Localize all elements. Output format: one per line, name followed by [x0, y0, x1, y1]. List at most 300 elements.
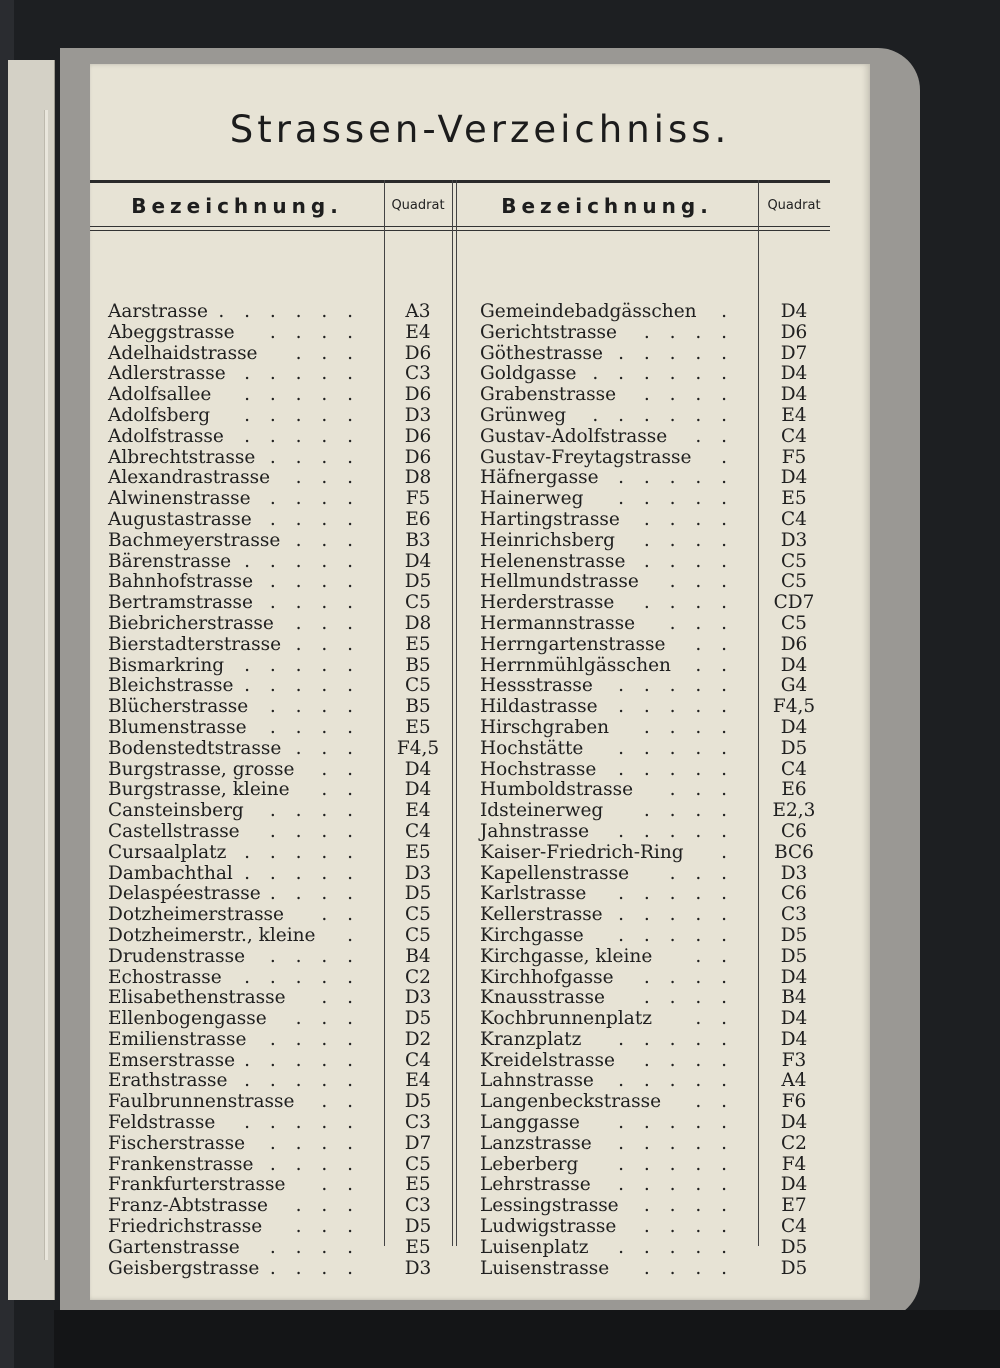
quadrat-value: B5	[405, 696, 431, 718]
street-entry	[480, 780, 734, 801]
street-entry	[108, 739, 360, 760]
street-entry	[480, 926, 734, 947]
quadrat-value: C3	[405, 1112, 431, 1134]
book-cover-bottom	[54, 1310, 1000, 1368]
leader-dots: . . . .	[643, 987, 734, 1009]
street-entry	[480, 593, 734, 614]
street-name: Elisabethenstrasse	[108, 987, 286, 1009]
street-entry	[480, 1009, 734, 1030]
street-entry	[480, 302, 734, 323]
street-entry	[108, 656, 360, 677]
quadrat-value: A3	[405, 301, 431, 322]
street-entry	[480, 427, 734, 448]
street-entry	[480, 572, 734, 593]
street-entry	[480, 364, 734, 385]
leader-dots: . .	[321, 1091, 360, 1113]
leader-dots: . .	[321, 758, 360, 780]
street-entry	[108, 926, 360, 947]
street-list-left	[108, 302, 360, 1279]
street-name: Gemeindebadgässchen	[480, 301, 697, 322]
street-entry	[480, 552, 734, 573]
leader-dots: . . .	[295, 1008, 360, 1030]
leader-dots: . .	[321, 904, 360, 926]
street-entry	[480, 344, 734, 365]
street-entry	[108, 1030, 360, 1051]
leader-dots: . . . .	[269, 488, 360, 510]
quadrat-value: D5	[404, 1091, 432, 1113]
street-entry	[108, 406, 360, 427]
street-entry	[480, 1134, 734, 1155]
street-entry	[108, 822, 360, 843]
leader-dots: . .	[321, 1174, 360, 1196]
street-name: Cansteinsberg	[108, 800, 244, 822]
street-name: Blücherstrasse	[108, 696, 249, 718]
street-name: Augustastrasse	[108, 508, 252, 530]
street-entry	[108, 364, 360, 385]
quadrat-value: D6	[780, 633, 808, 655]
street-name: Alexandrastrasse	[108, 467, 271, 489]
leader-dots: . . . . .	[618, 1028, 734, 1050]
quadrat-value: D3	[404, 1257, 432, 1279]
leader-dots: . . . . .	[244, 550, 360, 572]
quadrat-value: C3	[405, 1195, 431, 1217]
street-entry	[108, 385, 360, 406]
street-name: Hainerweg	[480, 488, 584, 510]
street-entry	[108, 988, 360, 1009]
quadrat-value: D5	[780, 945, 808, 967]
quadrat-value: E4	[405, 321, 431, 343]
leader-dots: . . . . .	[244, 966, 360, 988]
street-name: Hellmundstrasse	[480, 571, 639, 593]
quadrat-value: B3	[405, 529, 431, 551]
street-name: Luisenplatz	[480, 1236, 589, 1258]
street-name: Kranzplatz	[480, 1028, 582, 1050]
street-entry	[480, 968, 734, 989]
street-entry	[480, 884, 734, 905]
quadrat-value: C5	[405, 904, 431, 926]
leader-dots: . . . . .	[244, 1049, 360, 1071]
leader-dots: . . . .	[643, 550, 734, 572]
quadrat-value: C6	[781, 820, 807, 842]
leader-dots: . . . .	[643, 508, 734, 530]
quadrat-value: G4	[780, 675, 808, 697]
quadrat-value: CD7	[773, 592, 815, 614]
quadrat-value: C4	[781, 758, 807, 780]
street-name: Blumenstrasse	[108, 716, 247, 738]
street-name: Kirchgasse, kleine	[480, 945, 653, 967]
leader-dots: . . . .	[643, 716, 734, 738]
quadrat-value: C6	[781, 883, 807, 905]
street-name: Bierstadterstrasse	[108, 633, 282, 655]
quadrat-value: C4	[781, 508, 807, 530]
leader-dots: . . . .	[269, 945, 360, 967]
leader-dots: . . . . .	[244, 363, 360, 385]
street-name: Goldgasse	[480, 363, 577, 385]
header-rule	[90, 226, 830, 227]
street-name: Emserstrasse	[108, 1049, 236, 1071]
street-name: Herrngartenstrasse	[480, 633, 666, 655]
street-entry	[480, 656, 734, 677]
street-entry	[480, 406, 734, 427]
street-entry	[108, 676, 360, 697]
leader-dots: . . . . .	[618, 1132, 734, 1154]
street-name: Adolfsallee	[108, 384, 212, 406]
leader-dots: . . . . .	[618, 675, 734, 697]
street-entry	[480, 1217, 734, 1238]
leader-dots: . . . . .	[618, 820, 734, 842]
page-title: Strassen-Verzeichniss.	[229, 108, 731, 151]
quadrat-value: D2	[404, 1028, 432, 1050]
quadrat-value: D3	[404, 404, 432, 426]
quadrat-value: D4	[780, 1112, 808, 1134]
leader-dots: . . . .	[269, 321, 360, 343]
leader-dots: . . .	[295, 1195, 360, 1217]
street-entry	[480, 1196, 734, 1217]
quadrat-value: D3	[780, 862, 808, 884]
quadrat-value: D4	[780, 716, 808, 738]
quadrat-value: E6	[405, 508, 431, 530]
street-name: Leberberg	[480, 1153, 579, 1175]
street-name: Bahnhofstrasse	[108, 571, 254, 593]
street-list-right	[480, 302, 734, 1279]
street-name: Emilienstrasse	[108, 1028, 247, 1050]
leader-dots: . . . . .	[244, 1070, 360, 1092]
book-page	[90, 64, 870, 1300]
quadrat-value: F6	[781, 1091, 807, 1113]
street-name: Dotzheimerstrasse	[108, 904, 285, 926]
quadrat-value: D4	[780, 654, 808, 676]
quadrat-value: E5	[781, 488, 807, 510]
quadrat-value: E5	[405, 1236, 431, 1258]
leader-dots: . . . . .	[244, 1112, 360, 1134]
street-name: Abeggstrasse	[108, 321, 235, 343]
leader-dots: . . . . .	[618, 1112, 734, 1134]
header-rule-double	[90, 230, 830, 231]
street-entry	[108, 1175, 360, 1196]
quadrat-value: D5	[780, 1257, 808, 1279]
street-name: Frankfurterstrasse	[108, 1174, 286, 1196]
street-name: Geisbergstrasse	[108, 1257, 260, 1279]
quadrat-value: D4	[780, 966, 808, 988]
leader-dots: . . .	[295, 612, 360, 634]
street-entry	[480, 510, 734, 531]
quadrat-value: C2	[405, 966, 431, 988]
quadrat-value: F3	[781, 1049, 807, 1071]
street-entry	[108, 1134, 360, 1155]
quadrat-value: C5	[781, 612, 807, 634]
quadrat-value: D5	[780, 1236, 808, 1258]
street-name: Alwinenstrasse	[108, 488, 251, 510]
street-name: Lanzstrasse	[480, 1132, 592, 1154]
leader-dots: .	[347, 924, 360, 946]
street-name: Albrechtstrasse	[108, 446, 256, 468]
street-entry	[480, 864, 734, 885]
street-entry	[108, 801, 360, 822]
quadrat-value: F5	[781, 446, 807, 468]
quadrat-value: D4	[780, 301, 808, 322]
street-entry	[108, 864, 360, 885]
leader-dots: . . .	[295, 1216, 360, 1238]
street-index-table	[90, 180, 830, 1279]
quadrat-list-left	[384, 302, 452, 1279]
leader-dots: . . . .	[269, 716, 360, 738]
quadrat-value: D6	[780, 321, 808, 343]
quadrat-value: C5	[405, 1153, 431, 1175]
quadrat-value: D3	[780, 529, 808, 551]
street-entry	[108, 489, 360, 510]
leader-dots: . . . .	[269, 446, 360, 468]
leader-dots: . . . . .	[618, 904, 734, 926]
leader-dots: . . . . .	[244, 675, 360, 697]
street-entry	[108, 1155, 360, 1176]
leader-dots: . . . .	[269, 571, 360, 593]
street-name: Hochstätte	[480, 737, 584, 759]
street-entry	[108, 760, 360, 781]
street-name: Dotzheimerstr., kleine	[108, 924, 316, 946]
street-name: Lahnstrasse	[480, 1070, 594, 1092]
street-name: Adelhaidstrasse	[108, 342, 258, 364]
street-name: Aarstrasse	[108, 301, 208, 322]
leader-dots: . . . . .	[618, 1070, 734, 1092]
quadrat-value: D8	[404, 612, 432, 634]
street-entry	[480, 448, 734, 469]
street-name: Adolfsberg	[108, 404, 211, 426]
leader-dots: . . . . .	[244, 654, 360, 676]
street-entry	[108, 614, 360, 635]
street-name: Bismarkring	[108, 654, 225, 676]
street-name: Adolfstrasse	[108, 425, 224, 447]
street-entry	[480, 988, 734, 1009]
street-name: Bärenstrasse	[108, 550, 232, 572]
street-entry	[480, 468, 734, 489]
street-entry	[480, 822, 734, 843]
quadrat-value: D7	[780, 342, 808, 364]
quadrat-value: D3	[404, 987, 432, 1009]
leader-dots: . . . .	[269, 883, 360, 905]
column-divider	[456, 180, 457, 1246]
quadrat-value: D5	[780, 737, 808, 759]
street-name: Idsteinerweg	[480, 800, 604, 822]
street-name: Kirchhofgasse	[480, 966, 614, 988]
street-entry	[480, 1092, 734, 1113]
header-name-right: Bezeichnung.	[501, 194, 713, 218]
street-entry	[108, 697, 360, 718]
street-name: Delaspéestrasse	[108, 883, 261, 905]
street-name: Heinrichsberg	[480, 529, 615, 551]
leader-dots: . . . . .	[618, 1153, 734, 1175]
street-name: Drudenstrasse	[108, 945, 246, 967]
street-entry	[480, 489, 734, 510]
leader-dots: . . . . .	[244, 862, 360, 884]
street-entry	[108, 1196, 360, 1217]
street-name: Adlerstrasse	[108, 363, 226, 385]
street-name: Hartingstrasse	[480, 508, 620, 530]
quadrat-value: D8	[404, 467, 432, 489]
leader-dots: .	[721, 446, 734, 468]
street-name: Erathstrasse	[108, 1070, 228, 1092]
street-entry	[108, 1051, 360, 1072]
street-name: Herderstrasse	[480, 592, 615, 614]
leader-dots: . . . .	[643, 1216, 734, 1238]
street-name: Karlstrasse	[480, 883, 587, 905]
quadrat-value: BC6	[774, 841, 814, 863]
street-name: Grünweg	[480, 404, 567, 426]
leader-dots: . .	[695, 1091, 734, 1113]
street-entry	[108, 780, 360, 801]
leader-dots: . .	[695, 1008, 734, 1030]
quadrat-value: C5	[405, 675, 431, 697]
street-entry	[108, 593, 360, 614]
leader-dots: . . .	[295, 529, 360, 551]
quadrat-value: C4	[405, 820, 431, 842]
street-entry	[480, 1030, 734, 1051]
leader-dots: . . . . .	[618, 1174, 734, 1196]
leader-dots: . . . .	[643, 529, 734, 551]
quadrat-value: D4	[780, 384, 808, 406]
quadrat-value: D4	[780, 467, 808, 489]
street-name: Helenenstrasse	[480, 550, 626, 572]
street-name: Hildastrasse	[480, 696, 598, 718]
leader-dots: . . . . .	[618, 1236, 734, 1258]
street-entry	[480, 1071, 734, 1092]
street-name: Dambachthal	[108, 862, 233, 884]
street-entry	[480, 697, 734, 718]
street-entry	[108, 968, 360, 989]
leader-dots: . . . . .	[244, 425, 360, 447]
quadrat-value: B4	[781, 987, 807, 1009]
street-entry	[108, 448, 360, 469]
street-name: Echostrasse	[108, 966, 222, 988]
street-name: Jahnstrasse	[480, 820, 590, 842]
street-name: Hessstrasse	[480, 675, 593, 697]
street-entry	[108, 302, 360, 323]
leader-dots: . . . . .	[244, 384, 360, 406]
street-entry	[480, 760, 734, 781]
quadrat-value: F5	[405, 488, 431, 510]
leader-dots: . . . .	[269, 592, 360, 614]
street-name: Bodenstedtstrasse	[108, 737, 282, 759]
quadrat-value: D7	[404, 1132, 432, 1154]
leader-dots: . . . .	[269, 1236, 360, 1258]
quadrat-value: B5	[405, 654, 431, 676]
leader-dots: . .	[695, 654, 734, 676]
table-top-rule	[90, 180, 830, 183]
quadrat-value: C2	[781, 1132, 807, 1154]
street-name: Herrnmühlgässchen	[480, 654, 671, 676]
street-name: Ludwigstrasse	[480, 1216, 617, 1238]
leader-dots: . . . .	[643, 1049, 734, 1071]
quadrat-value: E4	[405, 800, 431, 822]
street-name: Ellenbogengasse	[108, 1008, 267, 1030]
quadrat-value: B4	[405, 945, 431, 967]
leader-dots: . . . . .	[244, 841, 360, 863]
quadrat-value: E7	[781, 1195, 807, 1217]
street-entry	[108, 531, 360, 552]
street-entry	[480, 947, 734, 968]
quadrat-value: F4,5	[772, 696, 816, 718]
street-name: Grabenstrasse	[480, 384, 617, 406]
street-name: Kapellenstrasse	[480, 862, 630, 884]
quadrat-value: D4	[780, 363, 808, 385]
street-entry	[108, 510, 360, 531]
street-name: Humboldstrasse	[480, 779, 634, 801]
street-name: Feldstrasse	[108, 1112, 216, 1134]
street-entry	[480, 676, 734, 697]
quadrat-value: D4	[780, 1174, 808, 1196]
column-divider	[452, 180, 453, 1246]
street-name: Hermannstrasse	[480, 612, 636, 634]
street-entry	[108, 1259, 360, 1280]
leader-dots: . . . . .	[618, 758, 734, 780]
street-entry	[480, 531, 734, 552]
street-name: Burgstrasse, kleine	[108, 779, 290, 801]
quadrat-value: D6	[404, 384, 432, 406]
quadrat-value: A4	[781, 1070, 807, 1092]
street-name: Kaiser-Friedrich-Ring	[480, 841, 684, 863]
street-entry	[480, 1259, 734, 1280]
street-entry	[108, 1092, 360, 1113]
street-entry	[480, 385, 734, 406]
leader-dots: . . . . .	[618, 342, 734, 364]
leader-dots: . .	[321, 987, 360, 1009]
quadrat-value: D6	[404, 342, 432, 364]
quadrat-value: D4	[780, 1028, 808, 1050]
street-entry	[480, 1175, 734, 1196]
street-entry	[480, 1113, 734, 1134]
leader-dots: . . . .	[643, 1257, 734, 1279]
street-entry	[108, 1217, 360, 1238]
street-name: Bertramstrasse	[108, 592, 253, 614]
street-entry	[108, 1113, 360, 1134]
leader-dots: . . . .	[643, 966, 734, 988]
street-entry	[480, 905, 734, 926]
quadrat-value: E5	[405, 841, 431, 863]
leader-dots: . . .	[669, 779, 734, 801]
street-name: Castellstrasse	[108, 820, 240, 842]
leader-dots: . . .	[295, 342, 360, 364]
leader-dots: . . . . .	[618, 467, 734, 489]
street-entry	[108, 427, 360, 448]
leader-dots: . . . . . .	[218, 301, 360, 322]
street-entry	[108, 468, 360, 489]
leader-dots: . .	[695, 425, 734, 447]
leader-dots: . .	[695, 633, 734, 655]
quadrat-value: F4,5	[396, 737, 440, 759]
street-entry	[108, 884, 360, 905]
street-name: Kirchgasse	[480, 924, 584, 946]
leader-dots: . . .	[295, 737, 360, 759]
header-quadrat-left: Quadrat	[391, 198, 445, 213]
street-name: Gartenstrasse	[108, 1236, 240, 1258]
quadrat-value: D6	[404, 425, 432, 447]
quadrat-value: C4	[405, 1049, 431, 1071]
leader-dots: . . . .	[269, 696, 360, 718]
street-name: Hirschgraben	[480, 716, 610, 738]
street-entry	[480, 635, 734, 656]
quadrat-value: D5	[404, 571, 432, 593]
street-name: Gustav-Adolfstrasse	[480, 425, 668, 447]
street-name: Kreidelstrasse	[480, 1049, 615, 1071]
quadrat-value: E4	[405, 1070, 431, 1092]
quadrat-value: D5	[404, 883, 432, 905]
street-name: Luisenstrasse	[480, 1257, 610, 1279]
street-entry	[108, 905, 360, 926]
leader-dots: .	[721, 841, 734, 863]
leader-dots: . . . .	[269, 1153, 360, 1175]
leader-dots: . . . .	[643, 800, 734, 822]
leader-dots: . . . .	[269, 1028, 360, 1050]
street-entry	[480, 739, 734, 760]
